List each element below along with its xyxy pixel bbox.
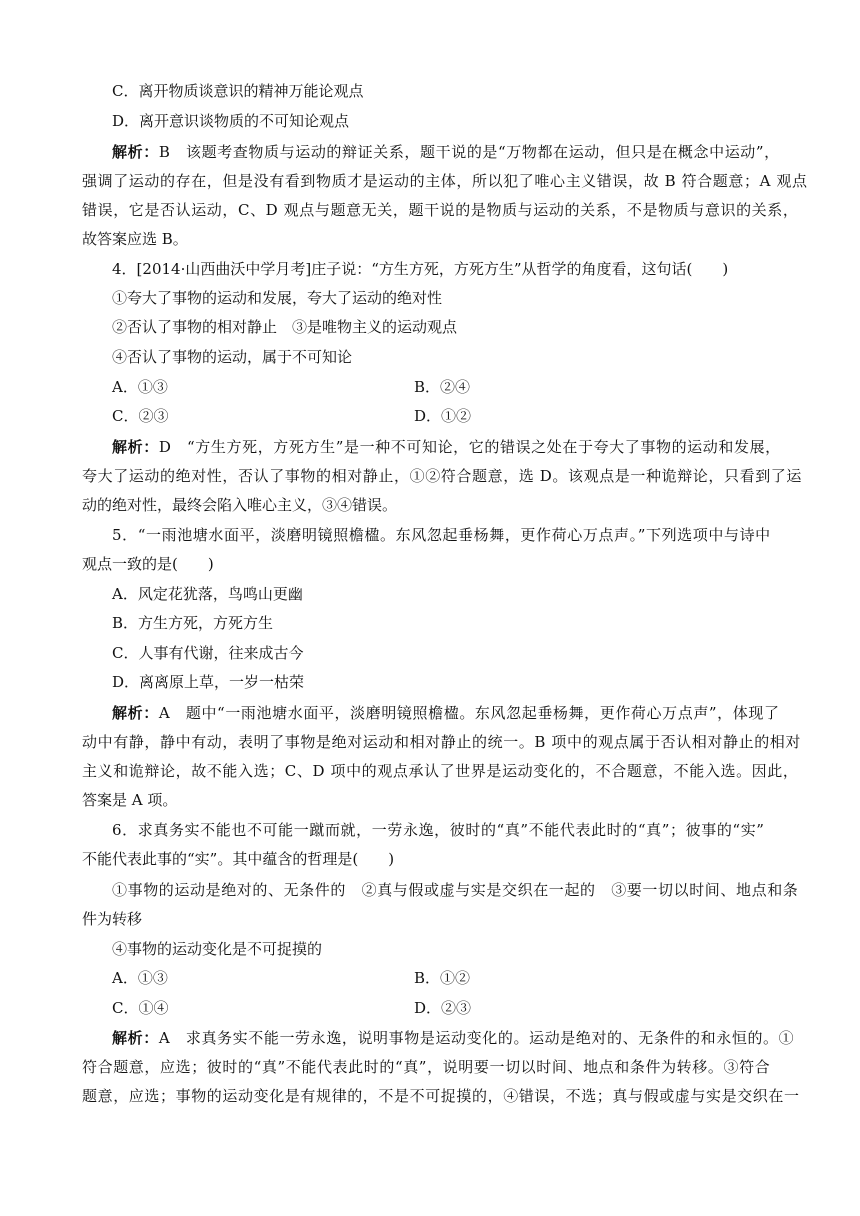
analysis-q3-line3 (0, 199, 860, 221)
analysis-text: 错误，它是否认运动，C、D 观点与题意无关，题干说的是物质与运动的关系，不是物质与意识的关系， (82, 201, 799, 219)
option-d: D．①② (414, 407, 472, 425)
analysis-q4-line3 (0, 494, 860, 516)
option-a: A．①③ (112, 378, 168, 396)
analysis-text: D “方生方死，方死方生”是一种不可知论，它的错误之处在于夸大了事物的运动和发展， (158, 438, 781, 456)
analysis-q6-line1 (0, 1027, 860, 1049)
analysis-text: A 题中“一雨池塘水面平，淡磨明镜照檐楹。东风忽起垂杨舞，更作荷心万点声”，体现了 (158, 704, 780, 722)
question-6-item4 (0, 938, 860, 960)
analysis-q4-line1 (0, 436, 860, 458)
option-d: D．②③ (414, 999, 472, 1017)
analysis-q5-line3 (0, 760, 860, 782)
question-5-option-c (0, 642, 860, 664)
analysis-label: 解析： (112, 143, 159, 161)
question-4-options-ab (0, 376, 860, 398)
option-text: D．离离原上草，一岁一枯荣 (112, 673, 305, 691)
analysis-text: 答案是 A 项。 (82, 791, 178, 809)
question-5-stem-line2 (0, 553, 860, 575)
question-6-stem-line1 (0, 819, 860, 841)
question-5-option-a (0, 583, 860, 605)
statement-text: ④否认了事物的运动，属于不可知论 (112, 348, 353, 366)
question-text: 4．[2014·山西曲沃中学月考]庄子说：“方生方死，方死方生”从哲学的角度看，这句话( ) (112, 260, 729, 278)
question-text: 观点一致的是( ) (82, 555, 214, 573)
question-6-stem-line2 (0, 848, 860, 870)
question-text: 6．求真务实不能也不可能一蹴而就，一劳永逸，彼时的“真”不能代表此时的“真”；彼事的“实” (112, 821, 765, 839)
question-text: 5．“一雨池塘水面平，淡磨明镜照檐楹。东风忽起垂杨舞，更作荷心万点声。”下列选项中与诗中 (112, 526, 771, 544)
analysis-text: A 求真务实不能一劳永逸，说明事物是运动变化的。运动是绝对的、无条件的和永恒的。① (158, 1029, 795, 1047)
analysis-q5-line2 (0, 731, 860, 753)
question-4-item3 (0, 346, 860, 368)
question-6-options-cd (0, 997, 860, 1019)
statement-text: ④事物的运动变化是不可捉摸的 (112, 940, 323, 958)
option-c-q3 (0, 80, 860, 102)
analysis-label: 解析： (112, 1029, 159, 1047)
analysis-q5-line4 (0, 789, 860, 811)
option-text: A．风定花犹落，鸟鸣山更幽 (112, 585, 303, 603)
analysis-q4-line2 (0, 465, 860, 487)
question-4-stem (0, 258, 860, 280)
analysis-text: 动的绝对性，最终会陷入唯心主义，③④错误。 (82, 496, 398, 514)
option-c: C．①④ (112, 999, 169, 1017)
statement-text: ①夸大了事物的运动和发展，夸大了运动的绝对性 (112, 289, 443, 307)
analysis-text: 夸大了运动的绝对性，否认了事物的相对静止，①②符合题意，选 D。该观点是一种诡辩论，只看到了运 (82, 467, 802, 485)
option-text: D．离开意识谈物质的不可知论观点 (112, 112, 350, 130)
question-6-options-ab (0, 967, 860, 989)
option-c: C．②③ (112, 407, 169, 425)
option-text: B．方生方死，方死方生 (112, 614, 274, 632)
question-5-stem-line1 (0, 524, 860, 546)
option-text: C．离开物质谈意识的精神万能论观点 (112, 82, 364, 100)
question-4-options-cd (0, 405, 860, 427)
analysis-text: B 该题考查物质与运动的辩证关系，题干说的是“万物都在运动，但只是在概念中运动”， (158, 143, 780, 161)
analysis-text: 符合题意，应选；彼时的“真”不能代表此时的“真”，说明要一切以时间、地点和条件为转移。③符合 (82, 1058, 771, 1076)
analysis-q6-line3 (0, 1085, 860, 1107)
statement-text: 件为转移 (82, 910, 143, 928)
option-b: B．②④ (414, 378, 471, 396)
analysis-q3-line2 (0, 170, 860, 192)
analysis-q3-line1 (0, 141, 860, 163)
question-6-items-line2 (0, 908, 860, 930)
analysis-text: 主义和诡辩论，故不能入选；C、D 项中的观点承认了世界是运动变化的，不合题意，不能入选。因此， (82, 762, 799, 780)
analysis-text: 故答案应选 B。 (82, 230, 188, 248)
question-4-item2 (0, 316, 860, 338)
analysis-text: 动中有静，静中有动，表明了事物是绝对运动和相对静止的统一。B 项中的观点属于否认相对静止的相对 (82, 733, 801, 751)
statement-text: ①事物的运动是绝对的、无条件的 ②真与假或虚与实是交织在一起的 ③要一切以时间、地点和条 (112, 881, 799, 899)
statement-text: ②否认了事物的相对静止 ③是唯物主义的运动观点 (112, 318, 458, 336)
question-text: 不能代表此事的“实”。其中蕴含的哲理是( ) (82, 850, 395, 868)
analysis-q5-line1 (0, 702, 860, 724)
analysis-label: 解析： (112, 438, 159, 456)
analysis-text: 题意，应选；事物的运动变化是有规律的，不是不可捉摸的，④错误，不选；真与假或虚与实是交织在一 (82, 1087, 800, 1105)
question-6-items-line1 (0, 879, 860, 901)
option-text: C．人事有代谢，往来成古今 (112, 644, 304, 662)
question-5-option-b (0, 612, 860, 634)
question-5-option-d (0, 671, 860, 693)
question-4-item1 (0, 287, 860, 309)
option-d-q3 (0, 110, 860, 132)
option-b: B．①② (414, 969, 471, 987)
analysis-q6-line2 (0, 1056, 860, 1078)
option-a: A．①③ (112, 969, 168, 987)
analysis-label: 解析： (112, 704, 159, 722)
analysis-q3-line4 (0, 228, 860, 250)
analysis-text: 强调了运动的存在，但是没有看到物质才是运动的主体，所以犯了唯心主义错误，故 B 符合题意；A 观点 (82, 172, 808, 190)
